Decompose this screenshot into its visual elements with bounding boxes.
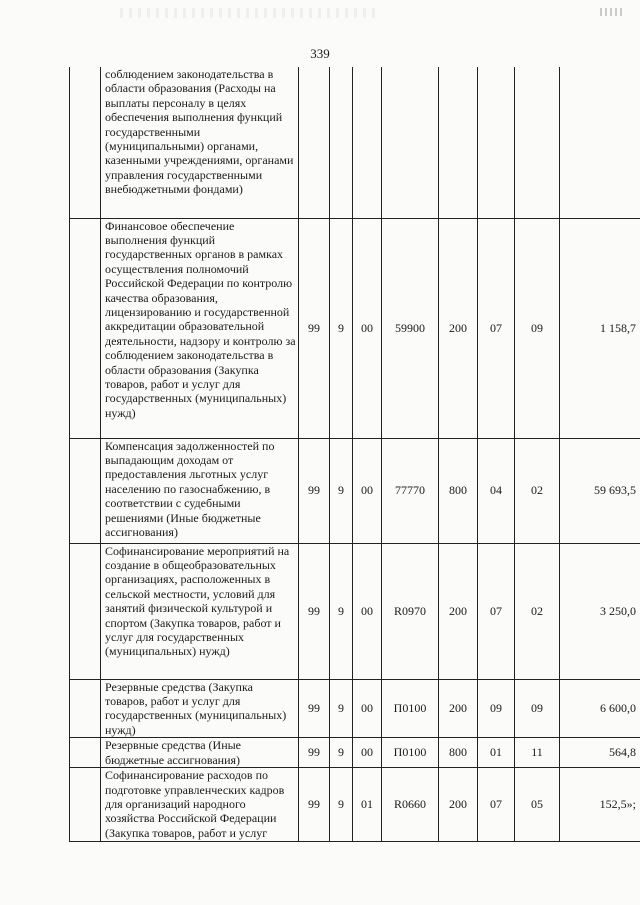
code-cell-c5: 800 bbox=[439, 438, 478, 543]
code-cell-c4 bbox=[382, 67, 439, 218]
code-cell-c4: 77770 bbox=[382, 438, 439, 543]
code-cell-c4: R0660 bbox=[382, 768, 439, 842]
code-cell-c2: 9 bbox=[330, 543, 353, 679]
code-cell-c7 bbox=[515, 67, 560, 218]
row-description: Софинансирование расходов по подготовке управленческих кадров для организаций народного хозяйства Российской Федерации (Закупка товаров, работ и услуг bbox=[101, 768, 299, 842]
code-cell-c7: 09 bbox=[515, 218, 560, 438]
code-cell-c3: 00 bbox=[353, 679, 382, 738]
code-cell-c6: 07 bbox=[478, 543, 515, 679]
amount-cell: 6 600,0 bbox=[560, 679, 640, 738]
row-description: Резервные средства (Закупка товаров, работ и услуг для государственных (муниципальных) нужд) bbox=[101, 679, 299, 738]
code-cell-c3: 00 bbox=[353, 438, 382, 543]
table-row bbox=[70, 768, 640, 842]
code-cell-c6 bbox=[478, 67, 515, 218]
row-index-cell bbox=[70, 438, 101, 543]
row-description: соблюдением законодательства в области образования (Расходы на выплаты персоналу в целях обеспечения выполнения функций государственными (муниципальными) органами, казенными учреждениями, органами управления государственными внебюджетными фондами) bbox=[101, 67, 299, 218]
table-row bbox=[70, 438, 640, 543]
code-cell-c7: 05 bbox=[515, 768, 560, 842]
code-cell-c5: 800 bbox=[439, 738, 478, 768]
code-cell-c4: П0100 bbox=[382, 738, 439, 768]
amount-cell: 3 250,0 bbox=[560, 543, 640, 679]
code-cell-c4: П0100 bbox=[382, 679, 439, 738]
code-cell-c6: 09 bbox=[478, 679, 515, 738]
code-cell-c1: 99 bbox=[299, 738, 330, 768]
code-cell-c6: 04 bbox=[478, 438, 515, 543]
amount-cell: 59 693,5 bbox=[560, 438, 640, 543]
row-index-cell bbox=[70, 679, 101, 738]
table-row bbox=[70, 67, 640, 218]
code-cell-c3: 00 bbox=[353, 738, 382, 768]
table-row bbox=[70, 543, 640, 679]
code-cell-c1: 99 bbox=[299, 679, 330, 738]
code-cell-c2: 9 bbox=[330, 679, 353, 738]
scan-artifact bbox=[120, 8, 380, 18]
code-cell-c1 bbox=[299, 67, 330, 218]
code-cell-c7: 02 bbox=[515, 438, 560, 543]
row-description: Финансовое обеспечение выполнения функций государственных органов в рамках осуществления полномочий Российской Федерации по контролю качества образования, лицензированию и государственной аккредитации образовательной деятельности, надзору и контролю за соблюдением законодательства в области образования (Закупка товаров, работ и услуг для государственных (муниципальных) нужд) bbox=[101, 218, 299, 438]
amount-cell: 152,5»; bbox=[560, 768, 640, 842]
amount-cell: 564,8 bbox=[560, 738, 640, 768]
code-cell-c5: 200 bbox=[439, 679, 478, 738]
amount-cell bbox=[560, 67, 640, 218]
row-index-cell bbox=[70, 67, 101, 218]
code-cell-c7: 09 bbox=[515, 679, 560, 738]
code-cell-c2: 9 bbox=[330, 438, 353, 543]
code-cell-c5: 200 bbox=[439, 543, 478, 679]
code-cell-c3: 01 bbox=[353, 768, 382, 842]
row-description: Компенсация задолженностей по выпадающим доходам от предоставления льготных услуг населению по газоснабжению, в соответствии с судебными решениями (Иные бюджетные ассигнования) bbox=[101, 438, 299, 543]
code-cell-c6: 07 bbox=[478, 218, 515, 438]
amount-cell: 1 158,7 bbox=[560, 218, 640, 438]
table-row bbox=[70, 738, 640, 768]
budget-table bbox=[69, 67, 640, 842]
row-description: Резервные средства (Иные бюджетные ассигнования) bbox=[101, 738, 299, 768]
table-row bbox=[70, 218, 640, 438]
code-cell-c2 bbox=[330, 67, 353, 218]
code-cell-c7: 11 bbox=[515, 738, 560, 768]
code-cell-c3: 00 bbox=[353, 218, 382, 438]
row-index-cell bbox=[70, 218, 101, 438]
code-cell-c6: 01 bbox=[478, 738, 515, 768]
code-cell-c5 bbox=[439, 67, 478, 218]
code-cell-c5: 200 bbox=[439, 768, 478, 842]
code-cell-c4: 59900 bbox=[382, 218, 439, 438]
code-cell-c2: 9 bbox=[330, 738, 353, 768]
code-cell-c1: 99 bbox=[299, 543, 330, 679]
code-cell-c7: 02 bbox=[515, 543, 560, 679]
row-index-cell bbox=[70, 543, 101, 679]
code-cell-c1: 99 bbox=[299, 218, 330, 438]
row-description: Софинансирование мероприятий на создание в общеобразовательных организациях, расположенных в сельской местности, условий для занятий физической культурой и спортом (Закупка товаров, работ и услуг для государственных (муниципальных) нужд) bbox=[101, 543, 299, 679]
code-cell-c2: 9 bbox=[330, 218, 353, 438]
code-cell-c2: 9 bbox=[330, 768, 353, 842]
code-cell-c3: 00 bbox=[353, 543, 382, 679]
row-index-cell bbox=[70, 768, 101, 842]
row-index-cell bbox=[70, 738, 101, 768]
code-cell-c6: 07 bbox=[478, 768, 515, 842]
code-cell-c4: R0970 bbox=[382, 543, 439, 679]
code-cell-c5: 200 bbox=[439, 218, 478, 438]
page-number: 339 bbox=[310, 46, 330, 61]
table-row bbox=[70, 679, 640, 738]
code-cell-c3 bbox=[353, 67, 382, 218]
scan-artifact bbox=[600, 8, 624, 16]
code-cell-c1: 99 bbox=[299, 438, 330, 543]
code-cell-c1: 99 bbox=[299, 768, 330, 842]
